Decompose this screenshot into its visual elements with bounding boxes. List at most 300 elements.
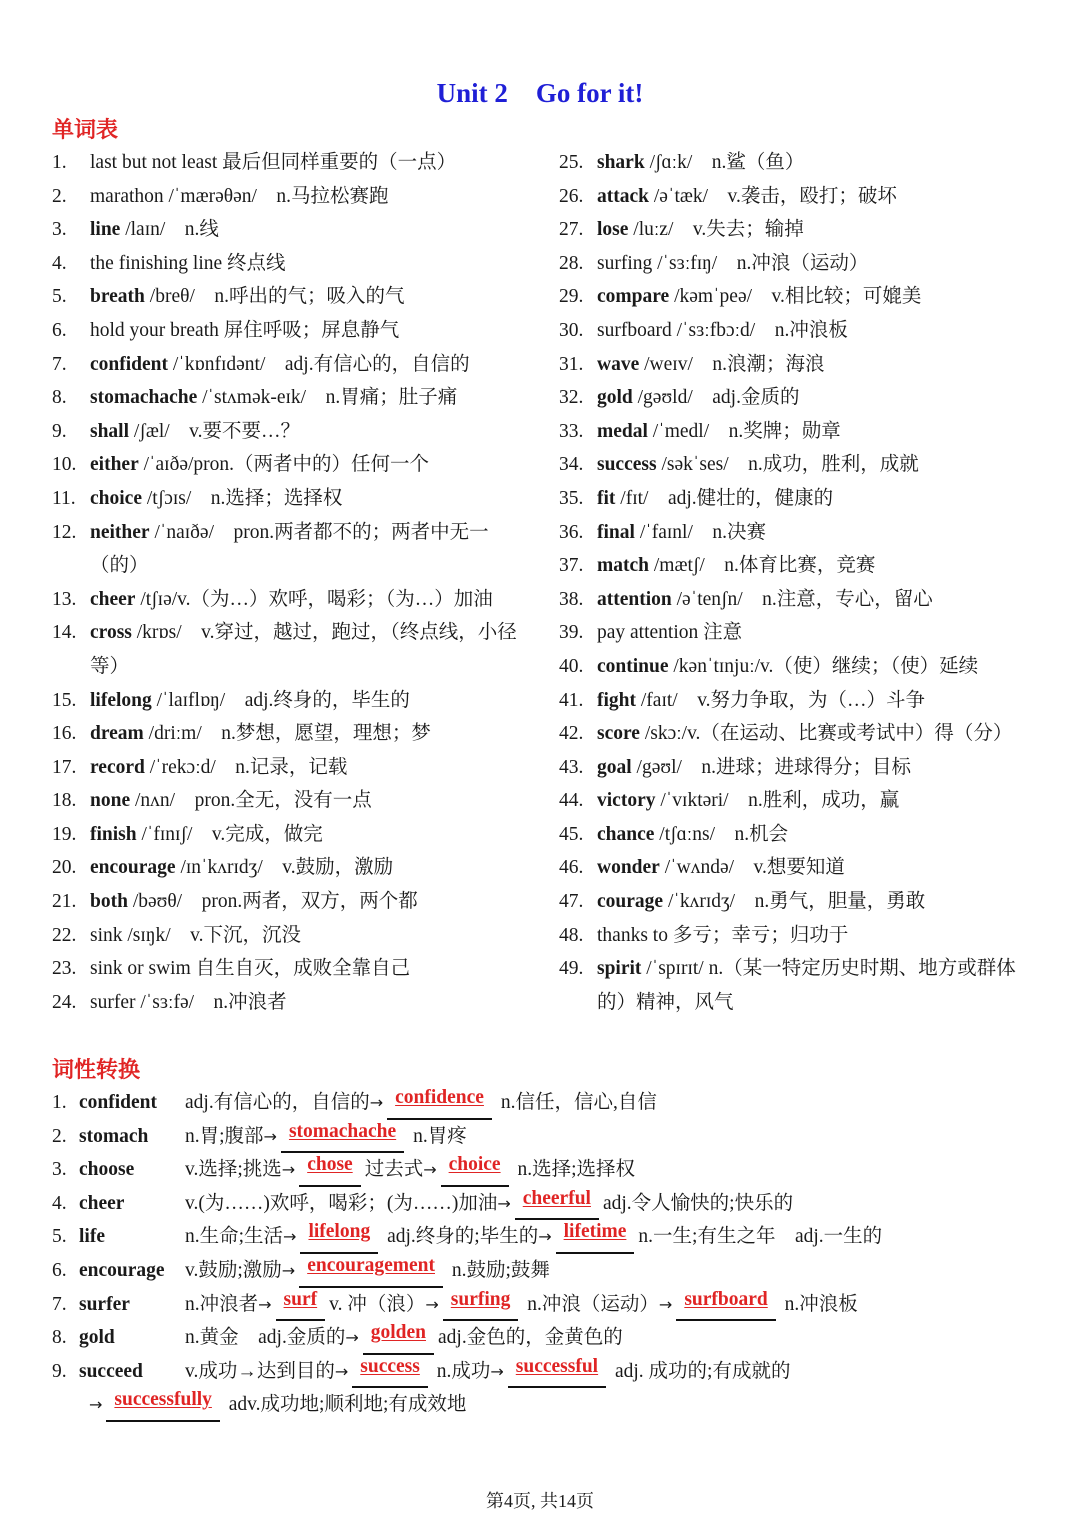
item-body xyxy=(597,381,799,415)
item-number: 21. xyxy=(52,891,77,913)
vocab-definition: /sɪŋk/ v.下沉，沉没 xyxy=(127,924,301,946)
item-body xyxy=(90,616,532,683)
base-word: life xyxy=(79,1226,105,1248)
vocab-word: medal xyxy=(597,420,648,442)
vocab-definition: 终点线 xyxy=(227,252,286,274)
page-title xyxy=(0,78,1080,109)
vocab-item xyxy=(559,717,1039,751)
vocab-item xyxy=(52,717,532,751)
answer-text: golden xyxy=(370,1322,426,1344)
item-number: 4. xyxy=(52,252,67,274)
vocab-definition: /ɪnˈkʌrɪdʒ/ v.鼓励，激励 xyxy=(180,857,394,879)
vocab-item xyxy=(559,247,1039,281)
vocab-item xyxy=(52,314,532,348)
item-body xyxy=(90,751,347,785)
vocab-item xyxy=(559,851,1039,885)
item-number: 35. xyxy=(559,487,584,509)
item-body xyxy=(597,146,804,180)
vocab-word: score xyxy=(597,723,640,745)
vocab-item xyxy=(559,751,1039,785)
item-number: 37. xyxy=(559,555,584,577)
item-body xyxy=(597,919,848,953)
vocab-word: success xyxy=(597,454,657,476)
answer-text: confidence xyxy=(395,1087,484,1108)
vocab-definition: /gəʊld/ adj.金质的 xyxy=(637,387,800,409)
vocab-item xyxy=(559,919,1039,953)
vocab-definition: 多亏；幸亏；归功于 xyxy=(672,924,849,946)
answer-blank xyxy=(441,1153,509,1187)
item-number: 25. xyxy=(559,152,584,173)
conversion-item xyxy=(52,1153,1042,1187)
conversion-item xyxy=(52,1220,1042,1254)
item-body xyxy=(90,986,287,1020)
base-word: surfer xyxy=(79,1293,130,1315)
conversion-text: v.成功→达到目的 xyxy=(185,1360,335,1382)
vocab-word: last but not least xyxy=(90,152,218,173)
arrow-icon: → xyxy=(538,1227,552,1247)
answer-blank xyxy=(556,1220,635,1254)
vocab-column-right xyxy=(559,146,1039,1019)
item-body xyxy=(597,280,921,314)
arrow-icon: → xyxy=(281,1160,296,1180)
conversion-text: n.黄金 adj.金质的 xyxy=(185,1327,346,1349)
item-body xyxy=(597,818,788,852)
answer-blank xyxy=(299,1254,443,1288)
vocab-word: neither xyxy=(90,521,150,543)
item-body xyxy=(90,348,470,382)
item-number: 32. xyxy=(559,387,584,409)
vocab-word: surfing xyxy=(597,252,653,274)
item-body xyxy=(90,784,372,818)
vocab-definition: /ʃæl/ v.要不要…？ xyxy=(133,420,301,442)
item-body xyxy=(90,851,393,885)
conversion-item xyxy=(52,1187,1042,1221)
item-number: 18. xyxy=(52,790,77,812)
answer-text: lifelong xyxy=(308,1221,371,1243)
vocab-definition: /faɪt/ v.努力争取，为（…）斗争 xyxy=(640,689,926,711)
item-body xyxy=(597,885,925,919)
item-number: 13. xyxy=(52,588,77,610)
conversion-text: n.冲浪（运动） xyxy=(522,1293,659,1315)
item-body xyxy=(597,684,925,718)
vocab-item xyxy=(52,213,532,247)
answer-blank xyxy=(676,1288,775,1322)
conversion-item xyxy=(52,1355,1042,1389)
item-body xyxy=(597,583,933,617)
answer-text: successfully xyxy=(114,1389,212,1411)
item-number: 1. xyxy=(52,152,67,173)
vocab-word: gold xyxy=(597,387,633,409)
item-number: 14. xyxy=(52,622,77,644)
conversion-item xyxy=(52,1321,1042,1355)
item-number: 48. xyxy=(559,924,584,946)
vocab-definition: 自生自灭，成败全靠自己 xyxy=(195,958,411,980)
base-word: choose xyxy=(79,1159,135,1181)
arrow-icon: → xyxy=(281,1260,296,1280)
arrow-icon: → xyxy=(334,1361,349,1381)
item-body xyxy=(90,684,410,718)
vocab-definition: /skɔː/v.（在运动、比赛或考试中）得（分） xyxy=(644,723,1013,745)
vocab-definition: /ˈspɪrɪt/ n.（某一特定历史时期、地方或群体的）精神，风气 xyxy=(597,958,1016,1013)
item-number: 19. xyxy=(52,823,77,845)
item-number: 5. xyxy=(52,286,67,308)
answer-text: chose xyxy=(307,1154,353,1176)
conversion-list xyxy=(52,1086,1042,1422)
vocab-word: fit xyxy=(597,487,616,509)
item-number: 42. xyxy=(559,723,584,745)
vocab-item xyxy=(559,415,1039,449)
conversion-text: n.信任，信心,自信 xyxy=(495,1092,657,1113)
item-body xyxy=(597,348,825,382)
vocab-definition: /əˈtenʃn/ n.注意，专心，留心 xyxy=(676,588,933,610)
item-body xyxy=(597,549,875,583)
vocab-definition: /ʃɑːk/ n.鲨（鱼） xyxy=(649,152,805,173)
item-body xyxy=(90,213,219,247)
vocab-definition: /ˈaɪðə/pron.（两者中的）任何一个 xyxy=(143,454,430,476)
item-number: 46. xyxy=(559,857,584,879)
vocab-definition: /ˈkɒnfɪdənt/ adj.有信心的，自信的 xyxy=(172,353,470,375)
vocab-word: wonder xyxy=(597,857,660,879)
item-body xyxy=(597,851,845,885)
vocab-word: dream xyxy=(90,723,144,745)
vocab-definition: /ˈsɜːfɪŋ/ n.冲浪（运动） xyxy=(657,252,869,274)
item-number: 6. xyxy=(52,1259,67,1281)
item-body xyxy=(597,751,911,785)
item-body xyxy=(90,516,532,583)
vocab-item xyxy=(52,381,532,415)
item-number: 7. xyxy=(52,353,67,375)
item-number: 9. xyxy=(52,420,67,442)
vocab-item xyxy=(52,348,532,382)
item-number: 43. xyxy=(559,756,584,778)
vocab-definition: 屏住呼吸；屏息静气 xyxy=(223,319,400,341)
vocab-item xyxy=(559,583,1039,617)
vocab-item xyxy=(52,684,532,718)
vocab-word: the finishing line xyxy=(90,252,223,274)
item-number: 30. xyxy=(559,319,584,341)
item-body xyxy=(90,180,389,214)
item-body xyxy=(597,650,978,684)
vocab-word: breath xyxy=(90,286,145,308)
vocab-item xyxy=(52,885,532,919)
conversion-heading: 词性转换 xyxy=(52,1058,141,1083)
vocab-definition: /səkˈses/ n.成功，胜利，成就 xyxy=(661,454,919,476)
item-body xyxy=(90,146,456,180)
answer-blank xyxy=(508,1355,606,1389)
item-number: 15. xyxy=(52,689,77,711)
unit-name: Go for it! xyxy=(535,78,644,108)
vocab-definition: /ˈfaɪnl/ n.决赛 xyxy=(639,521,767,543)
vocab-definition: /driːm/ n.梦想，愿望，理想；梦 xyxy=(148,723,431,745)
vocab-item xyxy=(52,448,532,482)
item-number: 28. xyxy=(559,252,584,274)
item-body xyxy=(597,448,919,482)
vocab-definition: /ˈfɪnɪʃ/ v.完成，做完 xyxy=(141,823,323,845)
vocab-definition: /ˈmedl/ n.奖牌；勋章 xyxy=(652,420,841,442)
vocab-definition: /krɒs/ v.穿过，越过，跑过，（终点线，小径等） xyxy=(90,622,517,677)
conversion-text: n.胃疼 xyxy=(408,1125,467,1147)
answer-text: success xyxy=(360,1355,420,1377)
item-number: 9. xyxy=(52,1360,67,1382)
base-word xyxy=(79,1388,89,1422)
vocab-definition: /nʌn/ pron.全无，没有一点 xyxy=(134,790,372,812)
vocab-heading: 单词表 xyxy=(52,118,119,143)
item-body xyxy=(90,919,301,953)
conversion-text: n.冲浪者 xyxy=(185,1293,259,1315)
vocab-definition: /laɪn/ n.线 xyxy=(125,219,219,241)
item-number: 17. xyxy=(52,756,77,778)
item-number: 40. xyxy=(559,655,584,677)
conversion-text: v.鼓励;激励 xyxy=(185,1259,282,1281)
vocab-definition: /ˈkʌrɪdʒ/ n.勇气，胆量，勇敢 xyxy=(667,891,926,913)
item-number: 3. xyxy=(52,1159,67,1181)
vocab-word: lifelong xyxy=(90,689,152,711)
vocab-word: chance xyxy=(597,823,655,845)
vocab-item xyxy=(52,482,532,516)
vocab-definition: /fɪt/ adj.健壮的，健康的 xyxy=(620,487,834,509)
item-number: 31. xyxy=(559,353,584,375)
vocab-word: attack xyxy=(597,185,649,207)
vocab-item xyxy=(52,818,532,852)
vocab-definition: /ˈsɜːfbɔːd/ n.冲浪板 xyxy=(676,319,848,341)
item-number: 29. xyxy=(559,286,584,308)
item-number: 49. xyxy=(559,958,584,980)
conversion-text: adj.金色的，金黄色的 xyxy=(438,1327,623,1349)
vocab-item xyxy=(52,415,532,449)
vocab-item xyxy=(559,280,1039,314)
item-number: 4. xyxy=(52,1192,67,1214)
vocab-item xyxy=(52,851,532,885)
item-number: 2. xyxy=(52,1125,67,1147)
vocab-item xyxy=(559,784,1039,818)
answer-text: choice xyxy=(448,1154,501,1176)
vocab-word: cross xyxy=(90,622,132,644)
item-number: 39. xyxy=(559,622,584,644)
base-word: confident xyxy=(79,1092,157,1113)
conversion-text: n.生命;生活 xyxy=(185,1226,284,1248)
vocab-word: sink xyxy=(90,924,123,946)
vocab-word: fight xyxy=(597,689,636,711)
item-number: 41. xyxy=(559,689,584,711)
item-number: 1. xyxy=(52,1092,67,1113)
answer-text: surfing xyxy=(450,1288,511,1310)
vocab-item xyxy=(52,180,532,214)
vocab-definition: /ˈwʌndə/ v.想要知道 xyxy=(664,857,845,879)
answer-blank xyxy=(281,1120,404,1154)
item-number: 34. xyxy=(559,454,584,476)
vocab-word: surfboard xyxy=(597,319,672,341)
arrow-icon: → xyxy=(425,1294,439,1314)
vocab-definition: /mætʃ/ n.体育比赛，竞赛 xyxy=(653,555,876,577)
item-number: 27. xyxy=(559,219,584,241)
conversion-text: adj.令人愉快的;快乐的 xyxy=(602,1192,794,1214)
item-body xyxy=(90,247,286,281)
answer-text: stomachache xyxy=(288,1120,397,1142)
vocab-item xyxy=(559,516,1039,550)
item-body xyxy=(90,583,493,617)
conversion-text: n.一生;有生之年 adj.一生的 xyxy=(638,1226,883,1248)
conversion-text: adj.有信心的，自信的 xyxy=(185,1092,370,1113)
answer-blank xyxy=(300,1220,378,1254)
base-word: succeed xyxy=(79,1360,143,1382)
vocab-item xyxy=(559,684,1039,718)
conversion-text: n.成功 xyxy=(431,1360,491,1382)
item-body xyxy=(90,280,404,314)
arrow-icon: → xyxy=(369,1093,384,1112)
answer-blank xyxy=(387,1086,492,1120)
answer-text: surfboard xyxy=(684,1288,768,1310)
item-body xyxy=(597,516,766,550)
conversion-text: adj. 成功的;有成就的 xyxy=(610,1360,791,1382)
vocab-definition: /tʃɑːns/ n.机会 xyxy=(659,823,789,845)
vocab-word: record xyxy=(90,756,145,778)
item-body xyxy=(90,314,399,348)
item-number: 22. xyxy=(52,924,77,946)
vocab-word: final xyxy=(597,521,635,543)
vocab-definition: /ˈlaɪflɒŋ/ adj.终身的，毕生的 xyxy=(156,689,410,711)
vocab-definition: /bəʊθ/ pron.两者，双方，两个都 xyxy=(132,891,418,913)
item-number: 8. xyxy=(52,1327,67,1349)
conversion-text: adv.成功地;顺利地;有成效地 xyxy=(223,1394,467,1416)
item-number: 20. xyxy=(52,857,77,879)
vocab-word: shall xyxy=(90,420,130,442)
vocab-word: continue xyxy=(597,655,669,677)
vocab-item xyxy=(52,952,532,986)
item-body xyxy=(597,952,1039,1019)
conversion-item xyxy=(52,1254,1042,1288)
item-number: 26. xyxy=(559,185,584,207)
item-number: 7. xyxy=(52,1293,67,1315)
answer-blank xyxy=(363,1321,434,1355)
vocab-word: encourage xyxy=(90,857,176,879)
item-number: 24. xyxy=(52,991,77,1013)
item-body xyxy=(597,213,804,247)
conversion-item xyxy=(52,1388,1042,1422)
vocab-item xyxy=(52,146,532,180)
item-number: 36. xyxy=(559,521,584,543)
answer-blank xyxy=(352,1355,428,1389)
item-body xyxy=(597,482,833,516)
vocab-item xyxy=(559,448,1039,482)
answer-blank xyxy=(106,1388,220,1422)
base-word: stomach xyxy=(79,1125,149,1147)
vocab-definition: /kənˈtɪnjuː/v.（使）继续；（使）延续 xyxy=(673,655,979,677)
unit-label: Unit 2 xyxy=(436,78,508,108)
vocab-item xyxy=(559,885,1039,919)
item-number: 16. xyxy=(52,723,77,745)
arrow-icon: → xyxy=(658,1294,673,1314)
base-word: cheer xyxy=(79,1192,125,1214)
answer-blank xyxy=(515,1187,599,1221)
vocab-item xyxy=(52,516,532,583)
vocab-word: hold your breath xyxy=(90,319,219,341)
arrow-icon: → xyxy=(263,1126,277,1146)
vocab-word: lose xyxy=(597,219,629,241)
conversion-text: v.选择;挑选 xyxy=(185,1159,282,1181)
item-number xyxy=(52,1388,79,1422)
vocab-item xyxy=(52,583,532,617)
vocab-item xyxy=(52,784,532,818)
vocab-item xyxy=(559,146,1039,180)
item-body xyxy=(597,717,1012,751)
vocab-definition: /ˈrekɔːd/ n.记录，记载 xyxy=(149,756,348,778)
conversion-item xyxy=(52,1288,1042,1322)
item-number: 3. xyxy=(52,219,67,241)
vocab-item xyxy=(559,650,1039,684)
vocab-item xyxy=(52,247,532,281)
vocab-item xyxy=(559,213,1039,247)
vocab-word: line xyxy=(90,219,121,241)
item-body xyxy=(90,448,429,482)
answer-text: cheerful xyxy=(522,1187,591,1209)
vocab-word: goal xyxy=(597,756,632,778)
vocab-definition: /tʃɪə/v.（为…）欢呼，喝彩；（为…）加油 xyxy=(140,588,493,610)
vocab-word: surfer xyxy=(90,991,136,1013)
arrow-icon: → xyxy=(497,1193,511,1213)
item-body xyxy=(90,885,418,919)
vocab-definition: /weɪv/ n.浪潮；海浪 xyxy=(644,353,825,375)
vocab-word: victory xyxy=(597,790,656,812)
vocab-word: finish xyxy=(90,823,137,845)
item-number: 2. xyxy=(52,185,67,207)
vocab-definition: 注意 xyxy=(703,622,743,644)
page-footer: 第4页, 共14页 xyxy=(486,1491,594,1511)
vocab-word: cheer xyxy=(90,588,136,610)
vocab-definition: /ˈnaɪðə/ pron.两者都不的；两者中无一（的） xyxy=(90,521,489,577)
item-body xyxy=(597,616,742,650)
vocab-item xyxy=(559,381,1039,415)
conversion-text: adj.终身的;毕生的 xyxy=(382,1226,539,1248)
item-number: 23. xyxy=(52,958,77,980)
vocab-item xyxy=(559,616,1039,650)
vocab-item xyxy=(52,919,532,953)
arrow-icon: → xyxy=(283,1227,297,1247)
vocab-word: shark xyxy=(597,152,645,173)
conversion-item xyxy=(52,1086,1042,1120)
arrow-icon: → xyxy=(490,1361,504,1381)
vocab-definition: /ˈmærəθən/ n.马拉松赛跑 xyxy=(168,185,389,207)
vocab-definition: /ˈstʌmək-eɪk/ n.胃痛；肚子痛 xyxy=(202,387,458,409)
item-body xyxy=(597,180,897,214)
conversion-text: v.(为……)欢呼，喝彩；(为……)加油 xyxy=(185,1192,498,1214)
item-number: 44. xyxy=(559,790,584,812)
arrow-icon: → xyxy=(89,1395,103,1415)
vocab-word: sink or swim xyxy=(90,958,191,980)
item-body xyxy=(597,247,868,281)
vocab-item xyxy=(52,280,532,314)
answer-text: encouragement xyxy=(307,1254,435,1276)
base-word: gold xyxy=(79,1327,115,1349)
vocab-word: both xyxy=(90,891,128,913)
conversion-text: n.选择;选择权 xyxy=(512,1159,636,1181)
vocab-definition: /ˈvɪktəri/ n.胜利，成功，赢 xyxy=(660,790,900,812)
vocab-definition: 最后但同样重要的（一点） xyxy=(222,152,457,173)
conversion-item xyxy=(52,1120,1042,1154)
vocab-definition: /breθ/ n.呼出的气；吸入的气 xyxy=(149,286,405,308)
vocab-definition: /gəʊl/ n.进球；进球得分；目标 xyxy=(636,756,912,778)
item-number: 33. xyxy=(559,420,584,442)
item-body xyxy=(90,952,410,986)
item-number: 8. xyxy=(52,387,67,409)
vocab-word: pay attention xyxy=(597,622,699,644)
item-body xyxy=(90,717,431,751)
vocab-definition: /əˈtæk/ v.袭击，殴打；破坏 xyxy=(653,185,897,207)
arrow-icon: → xyxy=(345,1328,359,1348)
vocab-item xyxy=(52,751,532,785)
vocab-item xyxy=(559,348,1039,382)
vocab-word: courage xyxy=(597,891,664,913)
vocab-word: thanks to xyxy=(597,924,668,946)
